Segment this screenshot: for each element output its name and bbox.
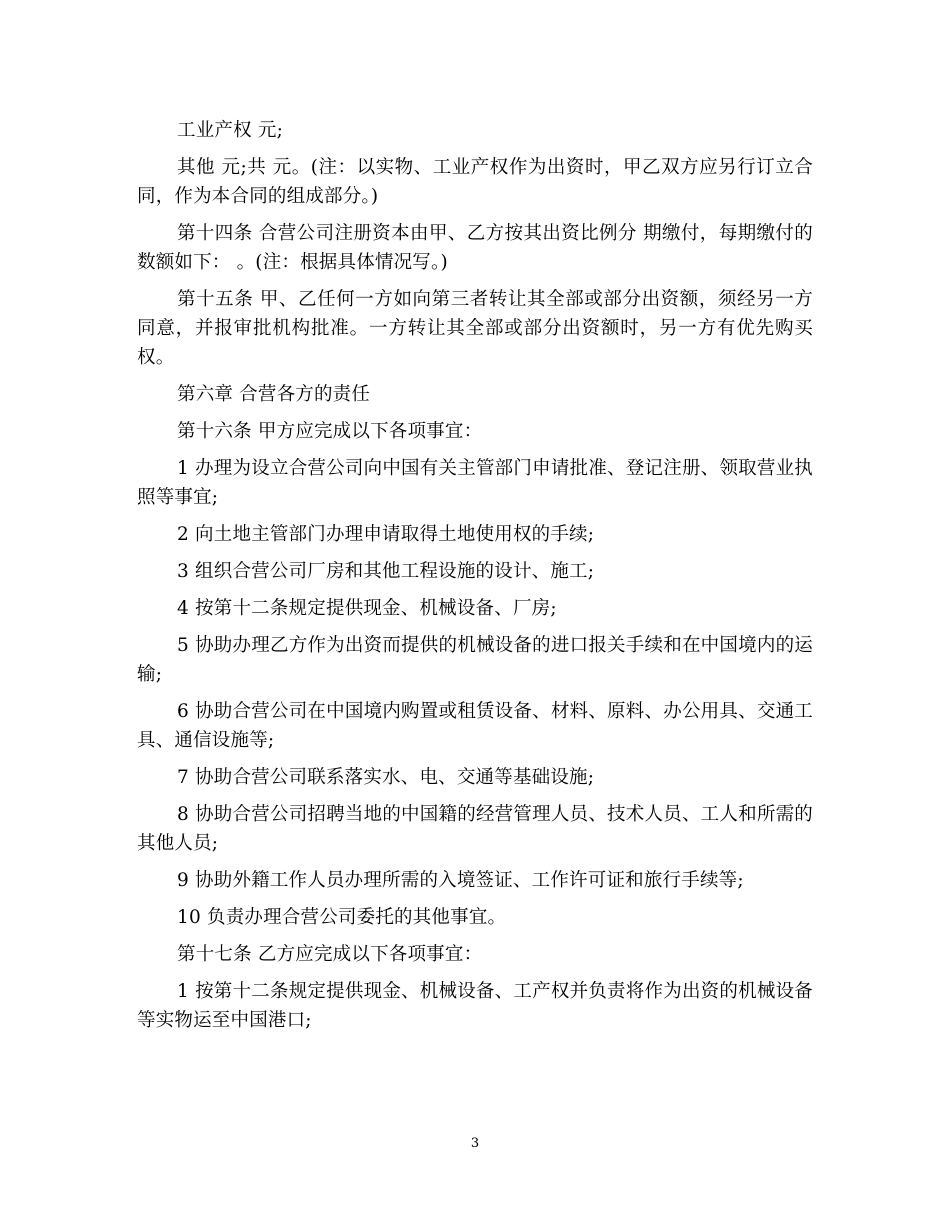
list-item-party-a-10: 10 负责办理合营公司委托的其他事宜。: [177, 907, 507, 928]
document-body: [137, 116, 813, 1043]
paragraph-other-contribution: 其他 元;共 元。(注：以实物、工业产权作为出资时，甲乙双方应另行订立合同，作为本合同的组成部分。): [137, 157, 813, 207]
page-number: 3: [470, 1136, 480, 1151]
list-item-party-a-2: 2 向土地主管部门办理申请取得土地使用权的手续;: [177, 524, 595, 545]
paragraph-article-17: 第十七条 乙方应完成以下各项事宜：: [177, 944, 483, 965]
list-item-party-a-5: 5 协助办理乙方作为出资而提供的机械设备的进口报关手续和在中国境内的运输;: [137, 635, 813, 685]
list-item-party-a-1: 1 办理为设立合营公司向中国有关主管部门申请批准、登记注册、领取营业执照等事宜;: [137, 458, 813, 508]
paragraph-article-16: 第十六条 甲方应完成以下各项事宜：: [177, 421, 483, 442]
list-item-party-a-4: 4 按第十二条规定提供现金、机械设备、厂房;: [177, 598, 557, 619]
paragraph-industrial-property: 工业产权 元;: [177, 120, 284, 141]
list-item-party-a-3: 3 组织合营公司厂房和其他工程设施的设计、施工;: [177, 561, 595, 582]
paragraph-article-14: 第十四条 合营公司注册资本由甲、乙方按其出资比例分 期缴付，每期缴付的数额如下： 。(注：根据具体情况写。): [137, 223, 813, 273]
paragraph-article-15: 第十五条 甲、乙任何一方如向第三者转让其全部或部分出资额，须经另一方同意，并报审批机构批准。一方转让其全部或部分出资额时，另一方有优先购买权。: [137, 289, 813, 368]
list-item-party-a-8: 8 协助合营公司招聘当地的中国籍的经营管理人员、技术人员、工人和所需的其他人员;: [137, 804, 813, 854]
list-item-party-a-7: 7 协助合营公司联系落实水、电、交通等基础设施;: [177, 767, 595, 788]
chapter-heading-6: 第六章 合营各方的责任: [177, 384, 371, 405]
list-item-party-b-1: 1 按第十二条规定提供现金、机械设备、工产权并负责将作为出资的机械设备等实物运至中国港口;: [137, 981, 813, 1031]
list-item-party-a-6: 6 协助合营公司在中国境内购置或租赁设备、材料、原料、办公用具、交通工具、通信设施等;: [137, 701, 813, 751]
list-item-party-a-9: 9 协助外籍工作人员办理所需的入境签证、工作许可证和旅行手续等;: [177, 870, 744, 891]
